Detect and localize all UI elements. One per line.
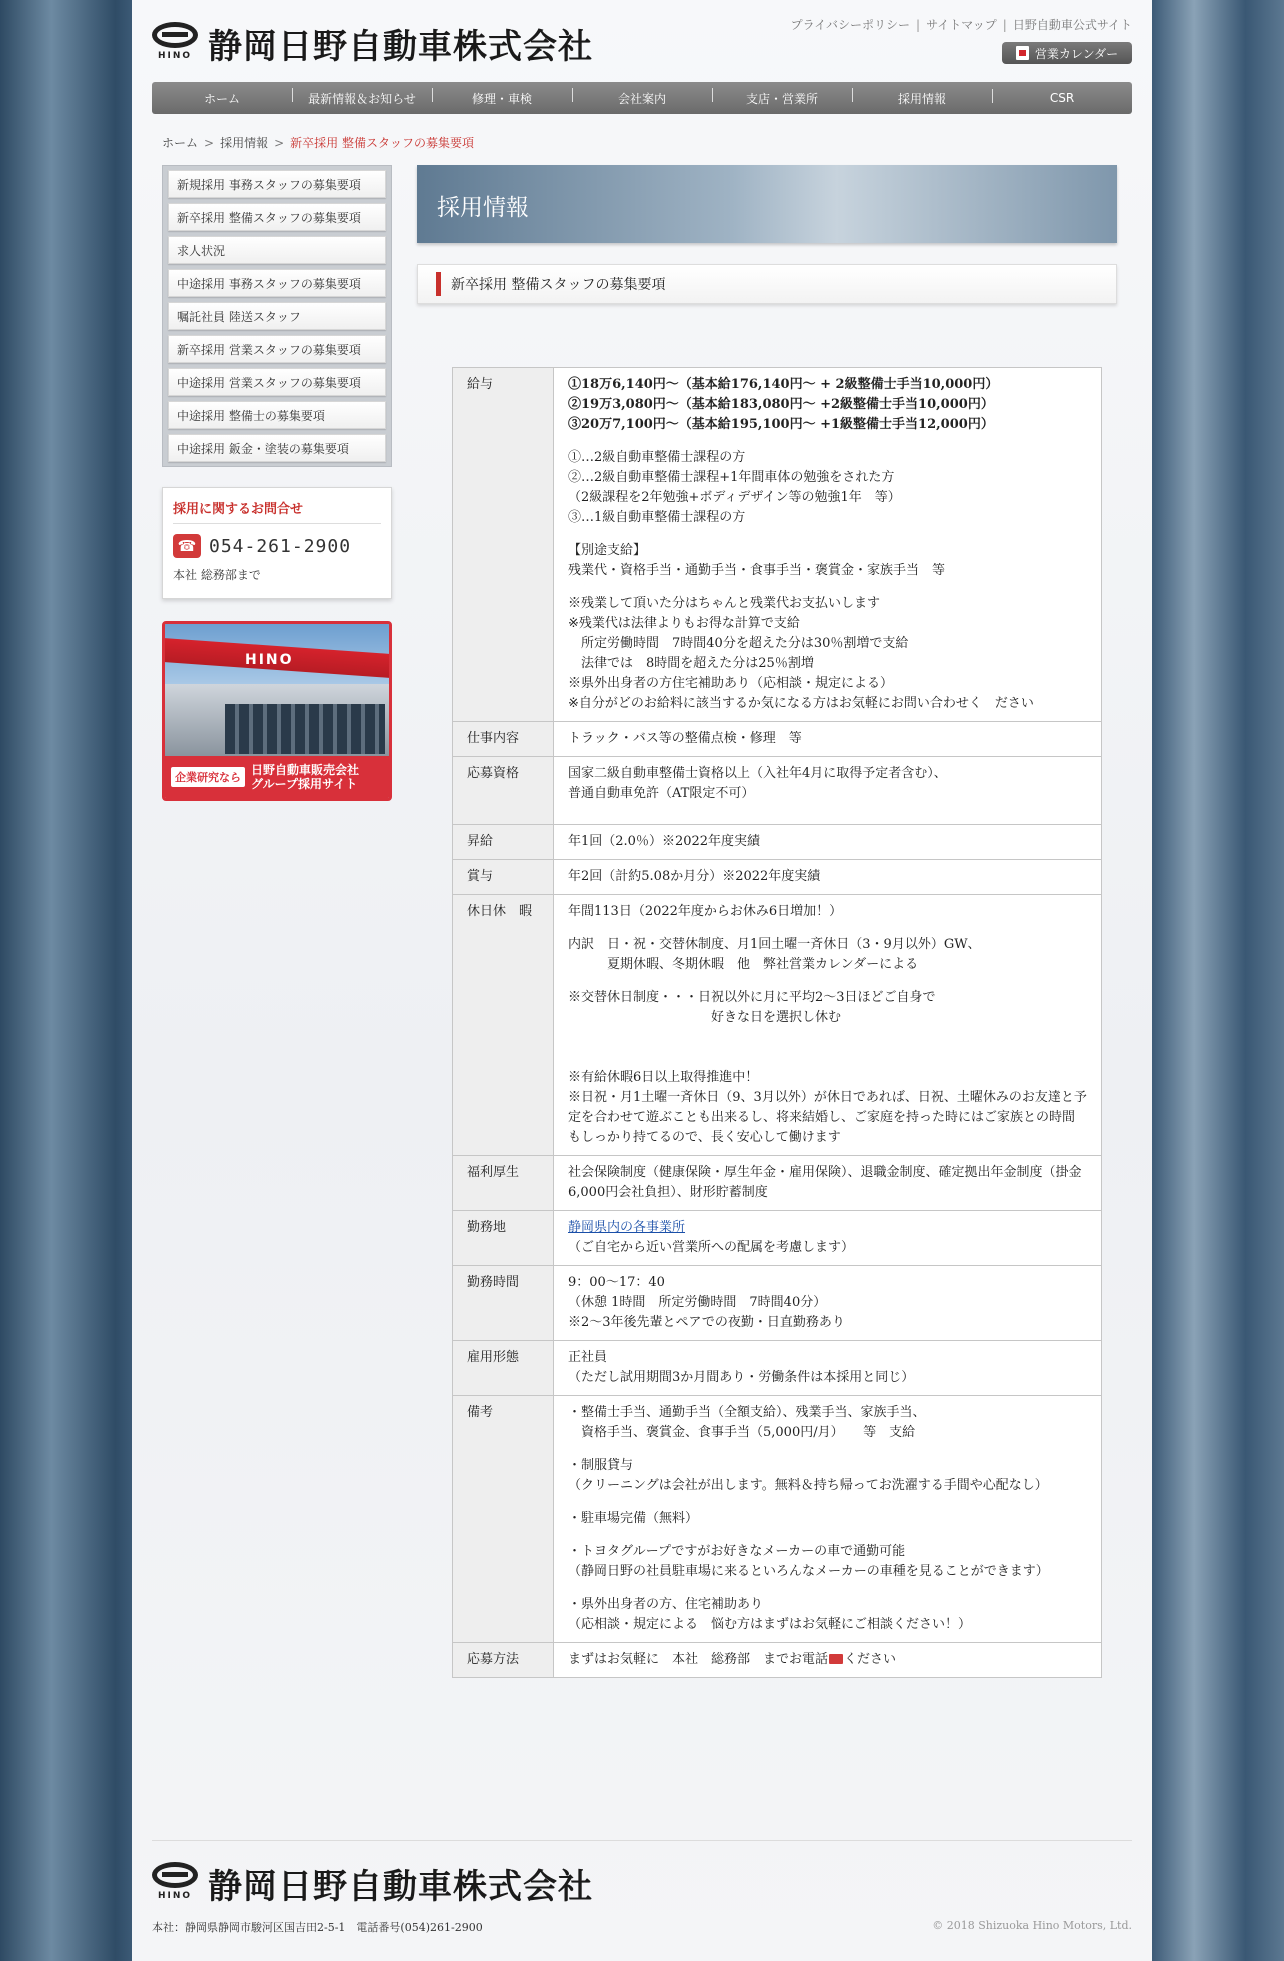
holiday-breakdown: 内訳 日・祝・交替休制度、月1回土曜一斉休日（3・9月以外）GW、 夏期休暇、冬期休暇 他 弊社営業カレンダーによる [568,937,981,972]
nav-csr[interactable]: CSR [992,91,1132,105]
recruit-contact-box [162,487,392,599]
page-container [132,0,1152,1961]
breadcrumb-section[interactable]: 採用情報 [220,136,269,150]
sidebar-item-mid-office[interactable]: 中途採用 事務スタッフの募集要項 [168,269,386,297]
salary-overtime-notes: ※残業して頂いた分はちゃんと残業代お支払いします ※残業代は法律よりもお得な計算で支給 所定労働時間 7時間40分を超えた分は30％割増で支給 法律では 8時間を超えた分は25％割増 ※県外出身者の方住宅補助あり（応相談・規定による） ※自分がどのお給料に該当するか気になる方はお気軽にお問い合わせく ださい [568,596,1034,711]
salary-extra-pay: 【別途支給】 残業代・資格手当・通勤手当・食事手当・褒賞金・家族手当 等 [568,543,946,578]
page-title: 採用情報 [437,195,529,221]
workplace-link[interactable]: 静岡県内の各事業所 [568,1220,686,1235]
breadcrumb-home[interactable]: ホーム [162,136,199,150]
sidebar-item-transport[interactable]: 嘱託社員 陸送スタッフ [168,302,386,330]
notes-commute-car: ・トヨタグループですがお好きなメーカーの車で通勤可能 （静岡日野の社員駐車場に来るといろんなメーカーの車種を見ることができます） [568,1544,1049,1579]
requirements-table [452,367,1102,1678]
holiday-paid-leave: ※有給休暇6日以上取得推進中！ ※日祝・月1土曜一斉休日（9、3月以外）が休日であれば、日祝、土曜休みのお友達と予定を合わせて遊ぶことも出来るし、将来結婚し、ご家庭を持った時にはご家族との時間もしっかり持てるので、長く安心して働けます [568,1070,1087,1145]
row-label-location: 勤務地 [453,1211,554,1266]
row-value-bonus: 年2回（計約5.08か月分）※2022年度実績 [554,860,1102,895]
footer-address: 本社：静岡県静岡市駿河区国吉田2-5-1 電話番号(054)261-2900 [152,1921,483,1934]
group-recruit-banner[interactable] [162,621,392,801]
row-label-hours: 勤務時間 [453,1266,554,1341]
workplace-note: （ご自宅から近い営業所への配属を考慮します） [568,1240,855,1255]
row-value-employment-type: 正社員 （ただし試用期間3か月間あり・労働条件は本採用と同じ） [554,1341,1102,1396]
hino-logo-icon [152,20,198,66]
row-label-welfare: 福利厚生 [453,1156,554,1211]
nav-home[interactable]: ホーム [203,91,240,106]
nav-news[interactable]: 最新情報＆お知らせ [292,90,432,107]
sitemap-link[interactable]: サイトマップ [926,18,997,32]
row-value-salary [554,368,1102,722]
sidebar-item-new-sales[interactable]: 新卒採用 営業スタッフの募集要項 [168,335,386,363]
footer-logo[interactable] [152,1860,593,1906]
table-row [453,1341,1102,1396]
row-value-qualification: 国家二級自動車整備士資格以上（入社年4月に取得予定者含む）、 普通自動車免許（AT限定不可） [554,757,1102,825]
footer-company-name: 静岡日野自動車株式会社 [208,1866,593,1907]
contact-title: 採用に関するお問合せ [173,498,381,524]
sidebar-item-mid-sales[interactable]: 中途採用 営業スタッフの募集要項 [168,368,386,396]
row-value-notes [554,1396,1102,1643]
salary-tiers: ①18万6,140円～（基本給176,140円～ + 2級整備士手当10,000円） ②19万3,080円～（基本給183,080円～ +2級整備士手当10,000円） ③20万7,100円～（基本給195,100円～ +1級整備士手当12,000円） [568,377,999,432]
nav-branches[interactable]: 支店・営業所 [712,90,852,107]
row-value-location [554,1211,1102,1266]
row-value-apply [554,1643,1102,1678]
notes-allowances: ・整備士手当、通勤手当（全額支給）、残業手当、家族手当、 資格手当、褒賞金、食事手当（5,000円/月） 等 支給 [568,1405,926,1440]
company-logo[interactable] [152,20,593,66]
breadcrumb-current: 新卒採用 整備スタッフの募集要項 [290,136,474,150]
banner-line-2: グループ採用サイト [251,777,358,791]
hino-official-site-link[interactable]: 日野自動車公式サイト [1012,18,1132,32]
section-heading [417,264,1117,304]
row-label-bonus: 賞与 [453,860,554,895]
sidebar-item-job-status[interactable]: 求人状況 [168,236,386,264]
table-row [453,895,1102,1156]
phone-icon: ☎ [173,534,201,558]
table-row [453,1396,1102,1643]
global-nav [152,82,1132,114]
breadcrumb: ホーム > 採用情報 > 新卒採用 整備スタッフの募集要項 [162,136,474,150]
nav-company[interactable]: 会社案内 [572,90,712,107]
sidebar-item-mid-bodywork[interactable]: 中途採用 鈑金・塗装の募集要項 [168,434,386,462]
logo-word: HINO [157,1891,193,1901]
row-label-job: 仕事内容 [453,722,554,757]
footer-copyright: © 2018 Shizuoka Hino Motors, Ltd. [932,1919,1132,1932]
row-label-employment-type: 雇用形態 [453,1341,554,1396]
row-value-holiday [554,895,1102,1156]
row-value-raise: 年1回（2.0％）※2022年度実績 [554,825,1102,860]
sidebar-nav [162,165,392,467]
apply-text-before: まずはお気軽に 本社 総務部 までお電話 [568,1652,829,1667]
page-title-band [417,165,1117,243]
table-row [453,1266,1102,1341]
row-value-job: トラック・バス等の整備点検・修理 等 [554,722,1102,757]
row-label-notes: 備考 [453,1396,554,1643]
heading-marker [436,272,441,296]
company-name: 静岡日野自動車株式会社 [208,26,593,67]
holiday-shift-system: ※交替休日制度・・・日祝以外に月に平均2～3日ほどご自身で 好きな日を選択し休む [568,990,936,1025]
contact-phone-number[interactable]: 054-261-2900 [209,535,352,557]
top-links: プライバシーポリシー | サイトマップ | 日野自動車公式サイト [790,18,1132,32]
row-label-apply: 応募方法 [453,1643,554,1678]
logo-word: HINO [157,51,193,61]
privacy-policy-link[interactable]: プライバシーポリシー [790,18,911,32]
mail-icon [829,1654,843,1664]
sidebar-item-new-mechanic[interactable]: 新卒採用 整備スタッフの募集要項 [168,203,386,231]
pdf-icon [1016,46,1029,60]
banner-line-1: 日野自動車販売会社 [251,763,360,777]
table-row [453,1156,1102,1211]
sidebar-item-new-office[interactable]: 新規採用 事務スタッフの募集要項 [168,170,386,198]
row-label-qualification: 応募資格 [453,757,554,825]
nav-recruit[interactable]: 採用情報 [852,90,992,107]
notes-housing: ・県外出身者の方、住宅補助あり （応相談・規定による 悩む方はまずはお気軽にご相談ください！） [568,1597,972,1632]
row-label-holiday: 休日休 暇 [453,895,554,1156]
banner-tag: 企業研究なら [171,767,245,787]
notes-parking: ・駐車場完備（無料） [568,1511,699,1526]
holiday-annual: 年間113日（2022年度からお休み6日増加！） [568,904,843,919]
row-label-salary: 給与 [453,368,554,722]
apply-text-after: ください [844,1652,897,1667]
table-row [453,825,1102,860]
notes-uniform: ・制服貸与 （クリーニングは会社が出します。無料＆持ち帰ってお洗濯する手間や心配なし） [568,1458,1048,1493]
footer-divider [152,1840,1132,1841]
business-calendar-label: 営業カレンダー [1034,46,1119,61]
table-row [453,722,1102,757]
row-value-welfare: 社会保険制度（健康保険・厚生年金・雇用保険）、退職金制度、確定拠出年金制度（掛金6,000円会社負担）、財形貯蓄制度 [554,1156,1102,1211]
salary-course-notes: ①…2級自動車整備士課程の方 ②…2級自動車整備士課程+1年間車体の勉強をされた方 （2級課程を2年勉強+ボディデザイン等の勉強1年 等） ③…1級自動車整備士課程の方 [568,450,901,525]
sidebar-item-mid-mechanic[interactable]: 中途採用 整備士の募集要項 [168,401,386,429]
business-calendar-button[interactable] [1002,42,1132,64]
hino-logo-icon [152,1860,198,1906]
table-row [453,1211,1102,1266]
section-heading-text: 新卒採用 整備スタッフの募集要項 [451,277,666,293]
nav-repair[interactable]: 修理・車検 [432,90,572,107]
table-row [453,757,1102,825]
contact-note: 本社 総務部まで [173,568,261,582]
table-row [453,368,1102,722]
row-value-hours: 9：00～17：40 （休憩 1時間 所定労働時間 7時間40分） ※2～3年後先輩とペアでの夜勤・日直勤務あり [554,1266,1102,1341]
table-row [453,860,1102,895]
banner-canopy-logo: HINO [245,652,294,668]
table-row [453,1643,1102,1678]
row-label-raise: 昇給 [453,825,554,860]
